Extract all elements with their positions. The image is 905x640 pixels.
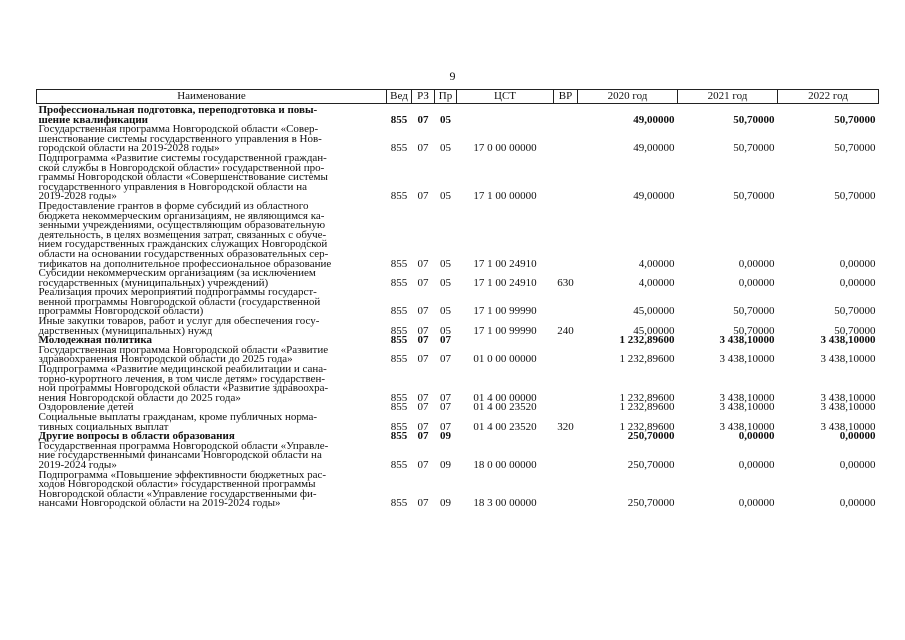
cell-ved: 855 — [390, 401, 408, 414]
table-body — [37, 104, 879, 509]
row-name-line: дарственных (муниципальных) нужд — [38, 324, 213, 337]
cell-cst: 17 1 00 99990 — [473, 324, 537, 337]
table-header — [37, 90, 879, 104]
row-name-line: Другие вопросы в области образования — [38, 430, 235, 443]
cell-rz: 07 — [417, 276, 429, 289]
cell-vr — [554, 125, 578, 154]
row-name-line: государственных (муниципальных) учреждений) — [38, 276, 269, 289]
cell-y2020: 1 232,89600 — [619, 334, 675, 347]
cell-pr: 05 — [440, 142, 451, 155]
cell-pr: 05 — [440, 324, 451, 337]
cell-y2022: 0,00000 — [839, 458, 876, 471]
table-row — [37, 471, 879, 509]
cell-rz: 07 — [417, 257, 429, 270]
budget-table — [36, 89, 879, 509]
cell-pr: 07 — [440, 334, 451, 347]
table-row — [37, 365, 879, 403]
cell-vr — [554, 288, 578, 317]
header-2022: 2022 год — [778, 90, 879, 104]
cell-cst: 01 4 00 23520 — [473, 420, 537, 433]
cell-ved: 855 — [390, 430, 408, 443]
cell-vr — [554, 106, 578, 125]
row-name-line: зенными учреждениями, осуществляющим образовательную — [38, 219, 326, 232]
cell-y2022: 0,00000 — [839, 257, 876, 270]
cell-cst — [457, 432, 554, 442]
row-name-line: Реализация прочих мероприятий подпрограммы государст- — [38, 286, 317, 299]
row-name-line: шенствование системы государственного управления в Нов- — [38, 132, 322, 145]
row-name-line: торно-курортного лечения, в том числе детям» государствен- — [38, 372, 326, 385]
cell-vr — [554, 471, 578, 509]
row-name-line: тификатов на дополнительное профессиональное образование — [38, 257, 332, 270]
row-name-line: ние государственными финансами Новгородской области на — [38, 449, 322, 462]
cell-y2021: 3 438,10000 — [719, 334, 775, 347]
row-name-line: шение квалификации — [38, 113, 148, 126]
row-name-line: нения Новгородской области до 2025 года» — [38, 391, 241, 404]
cell-ved: 855 — [390, 324, 408, 337]
cell-rz: 07 — [417, 497, 429, 510]
row-name-line: Оздоровление детей — [38, 401, 134, 414]
cell-ved: 855 — [390, 142, 408, 155]
row-name-line: программы Новгородской области) — [38, 305, 204, 318]
cell-y2022: 3 438,10000 — [820, 391, 876, 404]
cell-y2020: 1 232,89600 — [619, 401, 675, 414]
cell-pr: 05 — [440, 190, 451, 203]
header-cst: ЦСТ — [457, 90, 554, 104]
row-name-line: ходов Новгородской области» государственной программы — [38, 478, 316, 491]
cell-vr: 320 — [557, 420, 574, 433]
cell-ved: 855 — [390, 257, 408, 270]
cell-rz: 07 — [417, 430, 429, 443]
cell-cst: 18 3 00 00000 — [473, 497, 537, 510]
cell-cst: 01 0 00 00000 — [473, 353, 537, 366]
cell-y2020: 45,00000 — [633, 305, 675, 318]
cell-pr: 05 — [440, 113, 451, 126]
cell-pr: 09 — [440, 497, 451, 510]
cell-cst — [457, 336, 554, 346]
cell-y2022: 50,70000 — [834, 324, 876, 337]
table-row — [37, 125, 879, 154]
cell-rz: 07 — [417, 324, 429, 337]
cell-ved: 855 — [390, 420, 408, 433]
cell-y2021: 0,00000 — [738, 276, 775, 289]
cell-rz: 07 — [417, 420, 429, 433]
row-name-line: Профессиональная подготовка, переподготовка и повы- — [38, 104, 318, 116]
header-ved: Вед — [387, 90, 412, 104]
row-name-line: Социальные выплаты гражданам, кроме публичных норма- — [38, 411, 318, 423]
cell-y2020: 1 232,89600 — [619, 353, 675, 366]
table-row — [37, 288, 879, 317]
cell-cst: 17 1 00 24910 — [473, 257, 537, 270]
cell-y2021: 3 438,10000 — [719, 420, 775, 433]
cell-y2022: 0,00000 — [839, 497, 876, 510]
cell-y2020: 250,70000 — [627, 458, 675, 471]
cell-ved: 855 — [390, 305, 408, 318]
page-number: 9 — [449, 69, 456, 83]
cell-y2022: 50,70000 — [834, 142, 876, 155]
cell-ved: 855 — [390, 497, 408, 510]
cell-ved: 855 — [390, 190, 408, 203]
cell-pr: 09 — [440, 430, 451, 443]
cell-y2020: 4,00000 — [638, 257, 675, 270]
cell-pr: 07 — [440, 420, 451, 433]
row-name-line: нием государственных гражданских служащих Новгородской — [38, 238, 328, 251]
row-name — [37, 365, 387, 403]
cell-rz: 07 — [417, 113, 429, 126]
cell-y2021: 0,00000 — [738, 430, 775, 443]
cell-cst: 17 1 00 00000 — [473, 190, 537, 203]
cell-vr — [554, 154, 578, 202]
row-name-line: здравоохранения Новгородской области до 2025 года» — [38, 353, 293, 366]
cell-y2022: 3 438,10000 — [820, 334, 876, 347]
cell-y2021: 50,70000 — [733, 142, 775, 155]
row-name-line: граммы Новгородской области «Совершенствование системы — [38, 171, 328, 184]
cell-rz: 07 — [417, 353, 429, 366]
row-name-line: тивных социальных выплат — [38, 420, 169, 433]
cell-vr — [554, 202, 578, 269]
row-name-line: ной программы Новгородской области «Развитие здравоохра- — [38, 382, 329, 395]
cell-y2021: 50,70000 — [733, 305, 775, 318]
cell-pr: 09 — [440, 458, 451, 471]
cell-rz: 07 — [417, 458, 429, 471]
cell-cst: 17 1 00 24910 — [473, 276, 537, 289]
cell-y2020: 250,70000 — [627, 430, 675, 443]
cell-y2020: 4,00000 — [638, 276, 675, 289]
cell-pr: 07 — [440, 391, 451, 404]
row-name-line: Новгородской области «Управление государственными фи- — [38, 487, 317, 500]
cell-y2021: 3 438,10000 — [719, 401, 775, 414]
cell-rz: 07 — [417, 334, 429, 347]
cell-pr: 07 — [440, 401, 451, 414]
cell-y2020: 1 232,89600 — [619, 391, 675, 404]
row-name-line: Субсидии некоммерческим организациям (за исключением — [38, 267, 316, 280]
cell-y2022: 50,70000 — [834, 190, 876, 203]
cell-y2022: 50,70000 — [834, 113, 876, 126]
header-rz: РЗ — [412, 90, 435, 104]
cell-ved: 855 — [390, 113, 408, 126]
cell-y2022: 3 438,10000 — [820, 353, 876, 366]
row-name-line: бюджета некоммерческим организациям, не являющимся ка- — [38, 209, 325, 222]
cell-y2022: 0,00000 — [839, 276, 876, 289]
row-name — [37, 125, 387, 154]
cell-rz: 07 — [417, 401, 429, 414]
header-row — [37, 90, 879, 104]
row-name-line: Иные закупки товаров, работ и услуг для обеспечения госу- — [38, 315, 320, 328]
row-name-line: Подпрограмма «Повышение эффективности бюджетных рас- — [38, 468, 327, 481]
cell-y2021: 0,00000 — [738, 458, 775, 471]
row-name-line: Государственная программа Новгородской области «Управле- — [38, 439, 329, 452]
cell-vr — [554, 432, 578, 442]
row-name-line: Подпрограмма «Развитие медицинской реабилитации и сана- — [38, 363, 327, 376]
cell-y2020: 49,00000 — [633, 142, 675, 155]
table-row — [37, 154, 879, 202]
row-name — [37, 439, 387, 471]
cell-y2021: 50,70000 — [733, 324, 775, 337]
row-name-line: Молодежная политика — [38, 334, 153, 347]
header-name: Наименование — [37, 90, 387, 104]
row-name-line: венной программы Новгородской области (государственной — [38, 295, 321, 308]
table-row — [37, 202, 879, 269]
table-row — [37, 442, 879, 471]
cell-y2022: 3 438,10000 — [820, 401, 876, 414]
row-name-line: Государственная программа Новгородской области «Развитие — [38, 343, 329, 356]
header-2021: 2021 год — [678, 90, 778, 104]
header-vr: ВР — [554, 90, 578, 104]
row-name-line: Подпрограмма «Развитие системы государственной граждан- — [38, 151, 327, 164]
cell-y2021: 3 438,10000 — [719, 353, 775, 366]
cell-cst: 18 0 00 00000 — [473, 458, 537, 471]
cell-y2021: 50,70000 — [733, 113, 775, 126]
cell-y2020: 1 232,89600 — [619, 420, 675, 433]
cell-vr — [554, 336, 578, 346]
cell-rz: 07 — [417, 305, 429, 318]
row-name-line: городской области на 2019-2028 годы» — [38, 142, 220, 155]
row-name-line: Предоставление грантов в форме субсидий из областного — [38, 199, 309, 212]
row-name — [37, 288, 387, 317]
cell-ved: 855 — [390, 391, 408, 404]
cell-cst: 01 4 00 00000 — [473, 391, 537, 404]
row-name-line: государственного управления в Новгородской области на — [38, 180, 307, 193]
cell-pr: 07 — [440, 353, 451, 366]
cell-pr: 05 — [440, 257, 451, 270]
header-pr: Пр — [435, 90, 457, 104]
row-name — [37, 151, 387, 203]
cell-ved: 855 — [390, 276, 408, 289]
row-name-line: Государственная программа Новгородской области «Совер- — [38, 123, 319, 136]
cell-y2021: 3 438,10000 — [719, 391, 775, 404]
cell-vr: 630 — [557, 276, 574, 289]
cell-vr — [554, 365, 578, 403]
row-name — [37, 468, 387, 510]
cell-rz: 07 — [417, 142, 429, 155]
row-name — [37, 199, 387, 270]
cell-y2022: 0,00000 — [839, 430, 876, 443]
cell-y2020: 49,00000 — [633, 190, 675, 203]
cell-cst: 17 0 00 00000 — [473, 142, 537, 155]
cell-pr: 05 — [440, 305, 451, 318]
row-name-line: нансами Новгородской области на 2019-2024 годы» — [38, 497, 281, 510]
cell-y2022: 50,70000 — [834, 305, 876, 318]
cell-vr — [554, 346, 578, 365]
cell-rz: 07 — [417, 391, 429, 404]
cell-rz: 07 — [417, 190, 429, 203]
cell-y2020: 45,00000 — [633, 324, 675, 337]
cell-pr: 05 — [440, 276, 451, 289]
row-name-line: 2019-2028 годы» — [38, 190, 117, 203]
row-name-line: ской службы в Новгородской области» государственной про- — [38, 161, 325, 174]
cell-cst — [457, 106, 554, 125]
cell-ved: 855 — [390, 353, 408, 366]
cell-vr: 240 — [557, 324, 574, 337]
cell-y2021: 0,00000 — [738, 497, 775, 510]
cell-y2022: 3 438,10000 — [820, 420, 876, 433]
row-name-line: деятельность, в целях возмещения затрат, связанных с обуче- — [38, 228, 327, 241]
cell-vr — [554, 442, 578, 471]
cell-y2020: 250,70000 — [627, 497, 675, 510]
cell-y2021: 50,70000 — [733, 190, 775, 203]
cell-ved: 855 — [390, 458, 408, 471]
row-name-line: области на основании государственных образовательных сер- — [38, 247, 329, 260]
cell-cst: 01 4 00 23520 — [473, 401, 537, 414]
cell-cst: 17 1 00 99990 — [473, 305, 537, 318]
cell-ved: 855 — [390, 334, 408, 347]
cell-vr — [554, 403, 578, 413]
cell-y2020: 49,00000 — [633, 113, 675, 126]
cell-y2021: 0,00000 — [738, 257, 775, 270]
header-2020: 2020 год — [578, 90, 678, 104]
row-name-line: 2019-2024 годы» — [38, 458, 117, 471]
